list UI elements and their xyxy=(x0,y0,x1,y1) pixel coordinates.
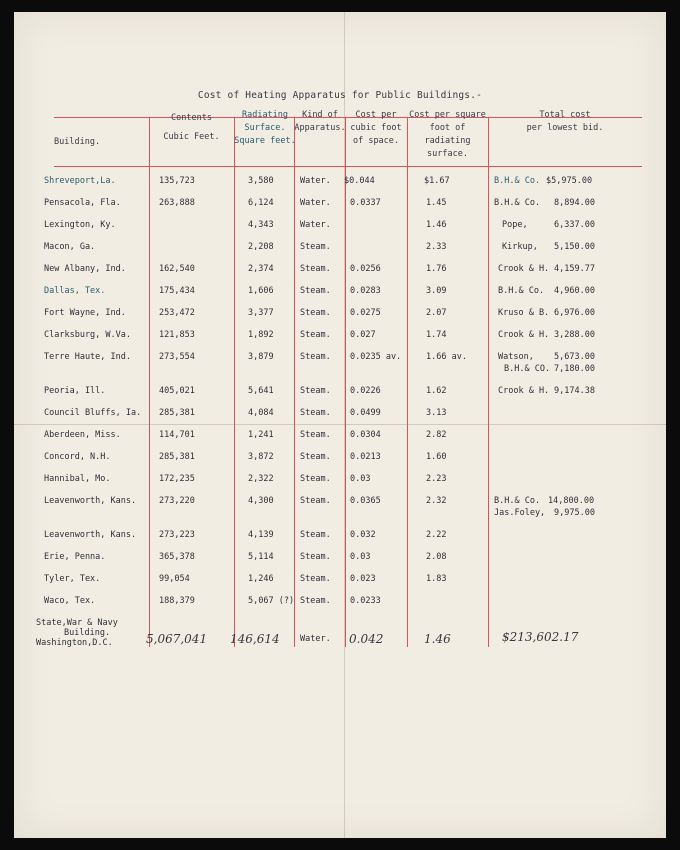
cell-kind: Steam. xyxy=(300,530,331,540)
cell-total: 5,673.00 xyxy=(554,352,595,362)
cell-total: 9,174.38 xyxy=(554,386,595,396)
cell-cost-cubic: 0.03 xyxy=(350,552,371,562)
cell-building: Pensacola, Fla. xyxy=(44,198,121,208)
cell-cost-square: 1.83 xyxy=(426,574,447,584)
cell-cost-square: 1.66 av. xyxy=(426,352,467,362)
cell-building: Lexington, Ky. xyxy=(44,220,116,230)
cell-radiating: 2,322 xyxy=(248,474,274,484)
cell-kind: Steam. xyxy=(300,408,331,418)
cell-cost-cubic: 0.027 xyxy=(350,330,376,340)
handwritten-cost-square: 1.46 xyxy=(424,632,451,646)
header-building: Building. xyxy=(54,137,101,147)
cell-total: 8,894.00 xyxy=(554,198,595,208)
cell-radiating: 4,084 xyxy=(248,408,274,418)
cell-contents: 273,223 xyxy=(159,530,195,540)
cell-cost-cubic: 0.0365 xyxy=(350,496,381,506)
cell-total: 6,976.00 xyxy=(554,308,595,318)
cell-cost-cubic: 0.032 xyxy=(350,530,376,540)
cell-building: Clarksburg, W.Va. xyxy=(44,330,131,340)
cell-radiating: 2,374 xyxy=(248,264,274,274)
cell-cost-square: 1.76 xyxy=(426,264,447,274)
cell-building: Council Bluffs, Ia. xyxy=(44,408,142,418)
cell-contents: 263,888 xyxy=(159,198,195,208)
cell-radiating: 1,246 xyxy=(248,574,274,584)
cell-cost-cubic: 0.03 xyxy=(350,474,371,484)
cell-kind: Steam. xyxy=(300,308,331,318)
cell-cost-square: 1.60 xyxy=(426,452,447,462)
cell-contents: 172,235 xyxy=(159,474,195,484)
cell-kind: Steam. xyxy=(300,452,331,462)
cell-total: 9,975.00 xyxy=(554,508,595,518)
header-cost-per-cubic-foot: Cost per cubic foot of space. xyxy=(350,110,402,146)
cell-radiating: 5,067 (?) xyxy=(248,596,295,606)
cell-building-line: State,War & Navy xyxy=(36,618,118,628)
header-kind-of-apparatus: Kind of Apparatus. xyxy=(294,110,346,133)
cell-cost-cubic: 0.0283 xyxy=(350,286,381,296)
cell-building: New Albany, Ind. xyxy=(44,264,126,274)
header-radiating-surface: Radiating Surface. Square feet. xyxy=(234,110,296,146)
cell-contents: 273,220 xyxy=(159,496,195,506)
cell-kind: Water. xyxy=(300,176,331,186)
cell-bidder: Pope, xyxy=(502,220,528,230)
cell-cost-square: $1.67 xyxy=(424,176,450,186)
cell-radiating: 6,124 xyxy=(248,198,274,208)
cell-cost-cubic: 0.0256 xyxy=(350,264,381,274)
cell-bidder: B.H.& Co. xyxy=(494,496,541,506)
cell-radiating: 1,241 xyxy=(248,430,274,440)
cell-kind: Water. xyxy=(300,634,331,644)
cell-radiating: 3,879 xyxy=(248,352,274,362)
cell-total: 7,180.00 xyxy=(554,364,595,374)
column-divider xyxy=(294,117,295,647)
cell-bidder: Crook & H. xyxy=(498,330,550,340)
cell-kind: Steam. xyxy=(300,386,331,396)
cell-contents: 273,554 xyxy=(159,352,195,362)
cell-contents: 162,540 xyxy=(159,264,195,274)
cell-radiating: 3,872 xyxy=(248,452,274,462)
cell-cost-square: 2.07 xyxy=(426,308,447,318)
cell-radiating: 4,343 xyxy=(248,220,274,230)
cell-bidder: B.H.& Co. xyxy=(498,286,545,296)
cell-kind: Steam. xyxy=(300,352,331,362)
cell-cost-cubic: 0.0499 xyxy=(350,408,381,418)
cell-cost-cubic: 0.0304 xyxy=(350,430,381,440)
cell-cost-square: 1.62 xyxy=(426,386,447,396)
cell-kind: Steam. xyxy=(300,552,331,562)
cell-kind: Water. xyxy=(300,198,331,208)
table-header-rule xyxy=(54,166,642,167)
header-contents: Contents Cubic Feet. xyxy=(163,113,220,142)
header-cost-per-square-foot: Cost per square foot of radiating surface. xyxy=(409,110,486,159)
cell-cost-square: 2.82 xyxy=(426,430,447,440)
cell-contents: 285,381 xyxy=(159,452,195,462)
cell-kind: Steam. xyxy=(300,264,331,274)
cell-building: Leavenworth, Kans. xyxy=(44,496,137,506)
cell-cost-square: 3.09 xyxy=(426,286,447,296)
cell-cost-cubic: 0.0337 xyxy=(350,198,381,208)
document-title: Cost of Heating Apparatus for Public Buildings.- xyxy=(197,90,483,101)
cell-contents: 405,021 xyxy=(159,386,195,396)
cell-contents: 114,701 xyxy=(159,430,195,440)
cell-bidder: Jas.Foley, xyxy=(494,508,546,518)
header-total-cost: Total cost per lowest bid. xyxy=(526,110,604,133)
cell-building: Tyler, Tex. xyxy=(44,574,101,584)
cell-radiating: 5,114 xyxy=(248,552,274,562)
document-page xyxy=(14,12,666,838)
cell-cost-square: 2.23 xyxy=(426,474,447,484)
cell-cost-cubic: $0.044 xyxy=(344,176,375,186)
cell-building: Leavenworth, Kans. xyxy=(44,530,137,540)
cell-kind: Steam. xyxy=(300,496,331,506)
cell-kind: Steam. xyxy=(300,330,331,340)
cell-bidder: Kruso & B. xyxy=(498,308,550,318)
cell-cost-cubic: 0.0226 xyxy=(350,386,381,396)
column-divider xyxy=(407,117,408,647)
cell-building-line: Building. xyxy=(64,628,111,638)
handwritten-radiating: 146,614 xyxy=(230,632,280,646)
cell-radiating: 4,300 xyxy=(248,496,274,506)
cell-radiating: 3,580 xyxy=(248,176,274,186)
cell-total: 14,800.00 xyxy=(548,496,595,506)
cell-radiating: 5,641 xyxy=(248,386,274,396)
cell-bidder: B.H.& CO. xyxy=(504,364,551,374)
cell-total: 4,159.77 xyxy=(554,264,595,274)
cell-bidder: Crook & H. xyxy=(498,386,550,396)
cell-contents: 175,434 xyxy=(159,286,195,296)
cell-radiating: 3,377 xyxy=(248,308,274,318)
cell-building: Shreveport,La. xyxy=(44,176,116,186)
cell-building: Hannibal, Mo. xyxy=(44,474,111,484)
cell-contents: 253,472 xyxy=(159,308,195,318)
cell-contents: 285,381 xyxy=(159,408,195,418)
cell-cost-square: 2.22 xyxy=(426,530,447,540)
cell-cost-square: 1.45 xyxy=(426,198,447,208)
cell-contents: 365,378 xyxy=(159,552,195,562)
cell-building-line: Washington,D.C. xyxy=(36,638,113,648)
cell-cost-square: 2.08 xyxy=(426,552,447,562)
cell-kind: Steam. xyxy=(300,574,331,584)
cell-building: Macon, Ga. xyxy=(44,242,96,252)
cell-bidder: B.H.& Co. xyxy=(494,198,541,208)
cell-bidder: Watson, xyxy=(498,352,534,362)
cell-radiating: 1,606 xyxy=(248,286,274,296)
column-divider xyxy=(345,117,346,647)
handwritten-total: $213,602.17 xyxy=(502,630,579,644)
cell-kind: Steam. xyxy=(300,474,331,484)
cell-contents: 135,723 xyxy=(159,176,195,186)
cell-building: Terre Haute, Ind. xyxy=(44,352,131,362)
cell-bidder: Crook & H. xyxy=(498,264,550,274)
cell-contents: 188,379 xyxy=(159,596,195,606)
cell-cost-square: 2.32 xyxy=(426,496,447,506)
cell-building: Aberdeen, Miss. xyxy=(44,430,121,440)
cell-radiating: 2,208 xyxy=(248,242,274,252)
cell-cost-cubic: 0.0275 xyxy=(350,308,381,318)
cell-building: Dallas, Tex. xyxy=(44,286,106,296)
handwritten-contents: 5,067,041 xyxy=(146,632,208,646)
cell-cost-cubic: 0.023 xyxy=(350,574,376,584)
cell-total: $5,975.00 xyxy=(546,176,593,186)
cell-radiating: 4,139 xyxy=(248,530,274,540)
cell-total: 3,288.00 xyxy=(554,330,595,340)
cell-cost-square: 3.13 xyxy=(426,408,447,418)
cell-contents: 99,054 xyxy=(159,574,190,584)
cell-bidder: B.H.& Co. xyxy=(494,176,541,186)
cell-kind: Water. xyxy=(300,220,331,230)
cell-total: 5,150.00 xyxy=(554,242,595,252)
cell-kind: Steam. xyxy=(300,286,331,296)
column-divider xyxy=(149,117,150,647)
column-divider xyxy=(488,117,489,647)
cell-building: Erie, Penna. xyxy=(44,552,106,562)
handwritten-cost-cubic: 0.042 xyxy=(349,632,384,646)
cell-building: Concord, N.H. xyxy=(44,452,111,462)
column-divider xyxy=(234,117,235,647)
cell-total: 6,337.00 xyxy=(554,220,595,230)
cell-kind: Steam. xyxy=(300,430,331,440)
cell-bidder: Kirkup, xyxy=(502,242,538,252)
cell-cost-cubic: 0.0233 xyxy=(350,596,381,606)
cell-building: Peoria, Ill. xyxy=(44,386,106,396)
cell-contents: 121,853 xyxy=(159,330,195,340)
fold-line-horizontal xyxy=(14,424,666,425)
cell-cost-cubic: 0.0235 av. xyxy=(350,352,402,362)
cell-cost-cubic: 0.0213 xyxy=(350,452,381,462)
cell-cost-square: 2.33 xyxy=(426,242,447,252)
cell-kind: Steam. xyxy=(300,242,331,252)
cell-radiating: 1,892 xyxy=(248,330,274,340)
cell-cost-square: 1.46 xyxy=(426,220,447,230)
cell-building: Waco, Tex. xyxy=(44,596,96,606)
cell-cost-square: 1.74 xyxy=(426,330,447,340)
cell-building: Fort Wayne, Ind. xyxy=(44,308,126,318)
cell-total: 4,960.00 xyxy=(554,286,595,296)
cell-kind: Steam. xyxy=(300,596,331,606)
